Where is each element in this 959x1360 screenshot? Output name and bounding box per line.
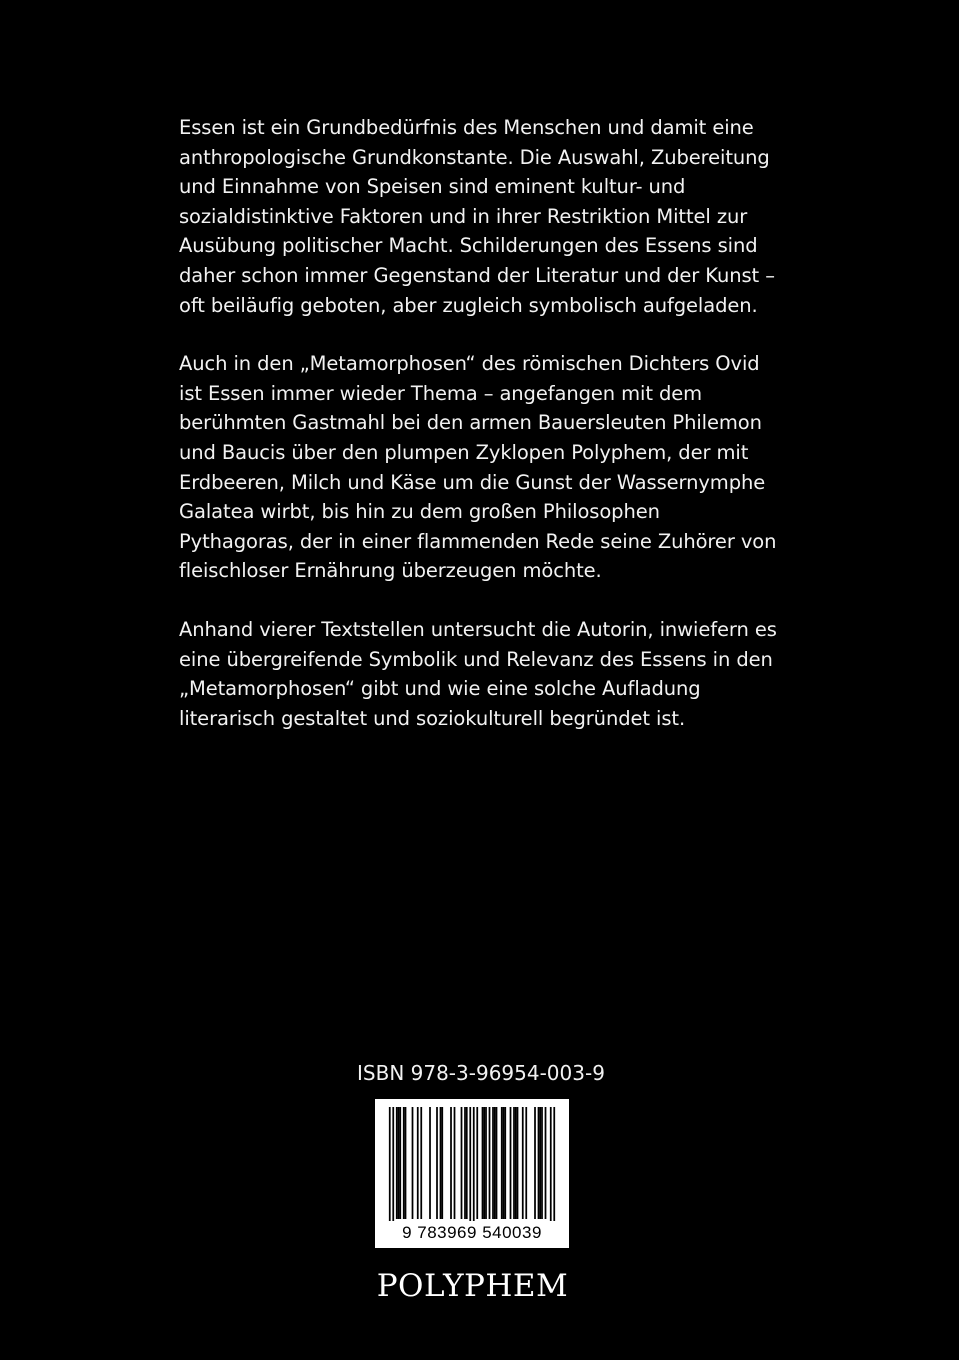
barcode-bar-4 xyxy=(399,1107,401,1219)
barcode-bar-17 xyxy=(464,1107,466,1219)
barcode-bar-41 xyxy=(541,1107,543,1219)
barcode-bar-9 xyxy=(420,1107,422,1219)
blurb-paragraph-2: Auch in den „Metamorphosen“ des römischen Dichters Ovid ist Essen immer wieder Thema – angefangen mit dem berühmten Gastmahl bei den armen Bauersleuten Philemon und Baucis über den plumpen Zyklopen Polyphem, der mit Erdbeeren, Milch und Käse um die Gunst der Wassernymphe Galatea wirbt, bis hin zu dem großen Philosophen Pythagoras, der in einer flammenden Rede seine Zuhörer von fleischloser Ernährung überzeugen möchte. xyxy=(179,352,777,583)
barcode-bar-8 xyxy=(417,1107,419,1219)
barcode-bar-37 xyxy=(525,1107,527,1219)
barcode-digits: 9 783969 540039 xyxy=(402,1223,542,1242)
barcode-bar-11 xyxy=(436,1107,438,1219)
blurb-text xyxy=(179,113,779,762)
barcode-bar-14 xyxy=(450,1107,452,1219)
barcode-bar-25 xyxy=(489,1107,491,1219)
barcode-bar-7 xyxy=(412,1107,414,1219)
barcode-bar-20 xyxy=(473,1107,475,1221)
blurb-paragraph-1: Essen ist ein Grundbedürfnis des Menschen und damit eine anthropologische Grundkonstante. Die Auswahl, Zubereitung und Einnahme von Speisen sind eminent kultur- und sozialdistinktive Faktoren und in ihrer Restriktion Mittel zur Ausübung politischer Macht. Schilderungen des Essens sind daher schon immer Gegenstand der Literatur und der Kunst – oft beiläufig geboten, aber zugleich symbolisch aufgeladen. xyxy=(179,116,775,317)
barcode-bar-32 xyxy=(510,1107,512,1219)
barcode-bar-40 xyxy=(539,1107,541,1219)
barcode-bar-21 xyxy=(476,1107,478,1219)
barcode-bar-35 xyxy=(517,1107,519,1219)
barcode-bar-16 xyxy=(461,1107,463,1219)
barcode-bar-13 xyxy=(441,1107,443,1219)
barcode-bar-44 xyxy=(553,1107,555,1221)
barcode-bar-33 xyxy=(513,1107,515,1219)
barcode-bar-36 xyxy=(522,1107,524,1219)
barcode-bars xyxy=(375,1099,569,1221)
barcode-bar-2 xyxy=(396,1107,398,1219)
barcode-bar-31 xyxy=(504,1107,506,1219)
barcode-bar-26 xyxy=(492,1107,494,1219)
barcode-bar-6 xyxy=(405,1107,407,1219)
barcode-bar-34 xyxy=(515,1107,517,1219)
barcode-bar-27 xyxy=(494,1107,496,1219)
barcode-bar-28 xyxy=(496,1107,498,1219)
barcode-bar-1 xyxy=(392,1107,394,1221)
barcode-bar-12 xyxy=(440,1107,442,1219)
barcode-bar-30 xyxy=(503,1107,505,1219)
barcode-bar-18 xyxy=(466,1107,468,1219)
isbn-label: ISBN 978-3-96954-003-9 xyxy=(357,1061,605,1085)
barcode-bar-43 xyxy=(550,1107,552,1221)
barcode-bar-0 xyxy=(389,1107,391,1221)
barcode-bar-29 xyxy=(501,1107,503,1219)
barcode-bar-3 xyxy=(398,1107,400,1219)
barcode-bar-23 xyxy=(483,1107,485,1219)
barcode-bar-42 xyxy=(545,1107,547,1219)
barcode-bar-39 xyxy=(538,1107,540,1219)
barcode-bar-10 xyxy=(429,1107,431,1219)
barcode-bar-5 xyxy=(403,1107,405,1219)
blurb-paragraph-3: Anhand vierer Textstellen untersucht die Autorin, inwiefern es eine übergreifende Symbolik und Relevanz des Essens in den „Metamorphosen“ gibt und wie eine solche Aufladung literarisch gestaltet und soziokulturell begründet ist. xyxy=(179,617,777,730)
barcode-bar-19 xyxy=(469,1107,471,1221)
barcode xyxy=(375,1099,569,1248)
publisher-logo: POLYPHEM xyxy=(376,1268,569,1304)
barcode-bar-15 xyxy=(454,1107,456,1219)
barcode-bar-22 xyxy=(482,1107,484,1219)
barcode-bar-24 xyxy=(485,1107,487,1219)
barcode-bar-38 xyxy=(534,1107,536,1219)
